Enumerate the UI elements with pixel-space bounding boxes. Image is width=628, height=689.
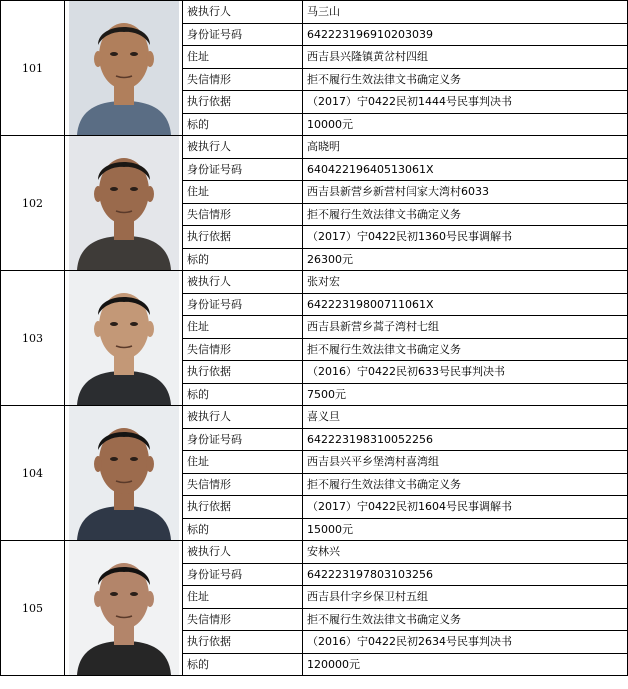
right-eye	[130, 187, 138, 191]
id-value: 64222319800711061X	[303, 293, 628, 316]
left-ear	[94, 591, 102, 607]
amount-value: 26300元	[303, 248, 628, 271]
left-eye	[110, 187, 118, 191]
basis-value: （2016）宁0422民初2634号民事判决书	[303, 631, 628, 654]
situation-label: 失信情形	[183, 473, 303, 496]
portrait-photo	[65, 271, 183, 406]
portrait-photo	[65, 136, 183, 271]
record-number: 103	[1, 271, 65, 406]
name-label: 被执行人	[183, 406, 303, 429]
address-label: 住址	[183, 46, 303, 69]
situation-label: 失信情形	[183, 608, 303, 631]
record-row-name	[1, 1, 628, 24]
right-eye	[130, 322, 138, 326]
name-value: 高晓明	[303, 136, 628, 159]
right-eye	[130, 457, 138, 461]
address-value: 西吉县新营乡新营村闫家大湾村6033	[303, 181, 628, 204]
situation-value: 拒不履行生效法律文书确定义务	[303, 203, 628, 226]
amount-label: 标的	[183, 518, 303, 541]
right-ear	[146, 591, 154, 607]
left-ear	[94, 321, 102, 337]
left-ear	[94, 51, 102, 67]
basis-value: （2017）宁0422民初1604号民事调解书	[303, 496, 628, 519]
right-ear	[146, 321, 154, 337]
name-value: 安林兴	[303, 541, 628, 564]
name-label: 被执行人	[183, 541, 303, 564]
address-label: 住址	[183, 451, 303, 474]
portrait-figure	[69, 406, 179, 540]
situation-value: 拒不履行生效法律文书确定义务	[303, 68, 628, 91]
situation-label: 失信情形	[183, 203, 303, 226]
right-eye	[130, 52, 138, 56]
record-number: 104	[1, 406, 65, 541]
record-number: 102	[1, 136, 65, 271]
address-value: 西吉县兴隆镇黄岔村四组	[303, 46, 628, 69]
id-label: 身份证号码	[183, 23, 303, 46]
id-value: 64042219640513061X	[303, 158, 628, 181]
portrait-photo	[65, 541, 183, 676]
basis-value: （2017）宁0422民初1360号民事调解书	[303, 226, 628, 249]
right-eye	[130, 592, 138, 596]
portrait-photo	[65, 1, 183, 136]
id-value: 642223198310052256	[303, 428, 628, 451]
address-value: 西吉县什字乡保卫村五组	[303, 586, 628, 609]
address-value: 西吉县新营乡蒿子湾村七组	[303, 316, 628, 339]
record-number: 105	[1, 541, 65, 676]
id-value: 642223197803103256	[303, 563, 628, 586]
situation-value: 拒不履行生效法律文书确定义务	[303, 473, 628, 496]
situation-label: 失信情形	[183, 68, 303, 91]
portrait-figure	[69, 271, 179, 405]
basis-label: 执行依据	[183, 91, 303, 114]
name-value: 喜义旦	[303, 406, 628, 429]
record-number: 101	[1, 1, 65, 136]
amount-label: 标的	[183, 113, 303, 136]
portrait-figure	[69, 136, 179, 270]
left-eye	[110, 322, 118, 326]
name-label: 被执行人	[183, 1, 303, 24]
situation-label: 失信情形	[183, 338, 303, 361]
left-eye	[110, 592, 118, 596]
situation-value: 拒不履行生效法律文书确定义务	[303, 608, 628, 631]
id-label: 身份证号码	[183, 428, 303, 451]
basis-label: 执行依据	[183, 361, 303, 384]
basis-value: （2016）宁0422民初633号民事判决书	[303, 361, 628, 384]
amount-value: 120000元	[303, 653, 628, 676]
id-label: 身份证号码	[183, 158, 303, 181]
address-label: 住址	[183, 316, 303, 339]
record-row-name	[1, 541, 628, 564]
id-value: 642223196910203039	[303, 23, 628, 46]
basis-value: （2017）宁0422民初1444号民事判决书	[303, 91, 628, 114]
name-label: 被执行人	[183, 271, 303, 294]
name-label: 被执行人	[183, 136, 303, 159]
amount-value: 10000元	[303, 113, 628, 136]
basis-label: 执行依据	[183, 226, 303, 249]
right-ear	[146, 186, 154, 202]
basis-label: 执行依据	[183, 631, 303, 654]
roster-body	[1, 1, 628, 676]
address-label: 住址	[183, 181, 303, 204]
id-label: 身份证号码	[183, 563, 303, 586]
portrait-figure	[69, 1, 179, 135]
amount-value: 15000元	[303, 518, 628, 541]
amount-label: 标的	[183, 248, 303, 271]
amount-value: 7500元	[303, 383, 628, 406]
left-eye	[110, 457, 118, 461]
address-value: 西吉县兴平乡堡湾村喜湾组	[303, 451, 628, 474]
left-ear	[94, 186, 102, 202]
amount-label: 标的	[183, 653, 303, 676]
record-row-name	[1, 406, 628, 429]
name-value: 马三山	[303, 1, 628, 24]
amount-label: 标的	[183, 383, 303, 406]
portrait-photo	[65, 406, 183, 541]
record-row-name	[1, 136, 628, 159]
right-ear	[146, 51, 154, 67]
left-eye	[110, 52, 118, 56]
address-label: 住址	[183, 586, 303, 609]
record-row-name	[1, 271, 628, 294]
name-value: 张对宏	[303, 271, 628, 294]
left-ear	[94, 456, 102, 472]
situation-value: 拒不履行生效法律文书确定义务	[303, 338, 628, 361]
basis-label: 执行依据	[183, 496, 303, 519]
id-label: 身份证号码	[183, 293, 303, 316]
right-ear	[146, 456, 154, 472]
portrait-figure	[69, 541, 179, 675]
